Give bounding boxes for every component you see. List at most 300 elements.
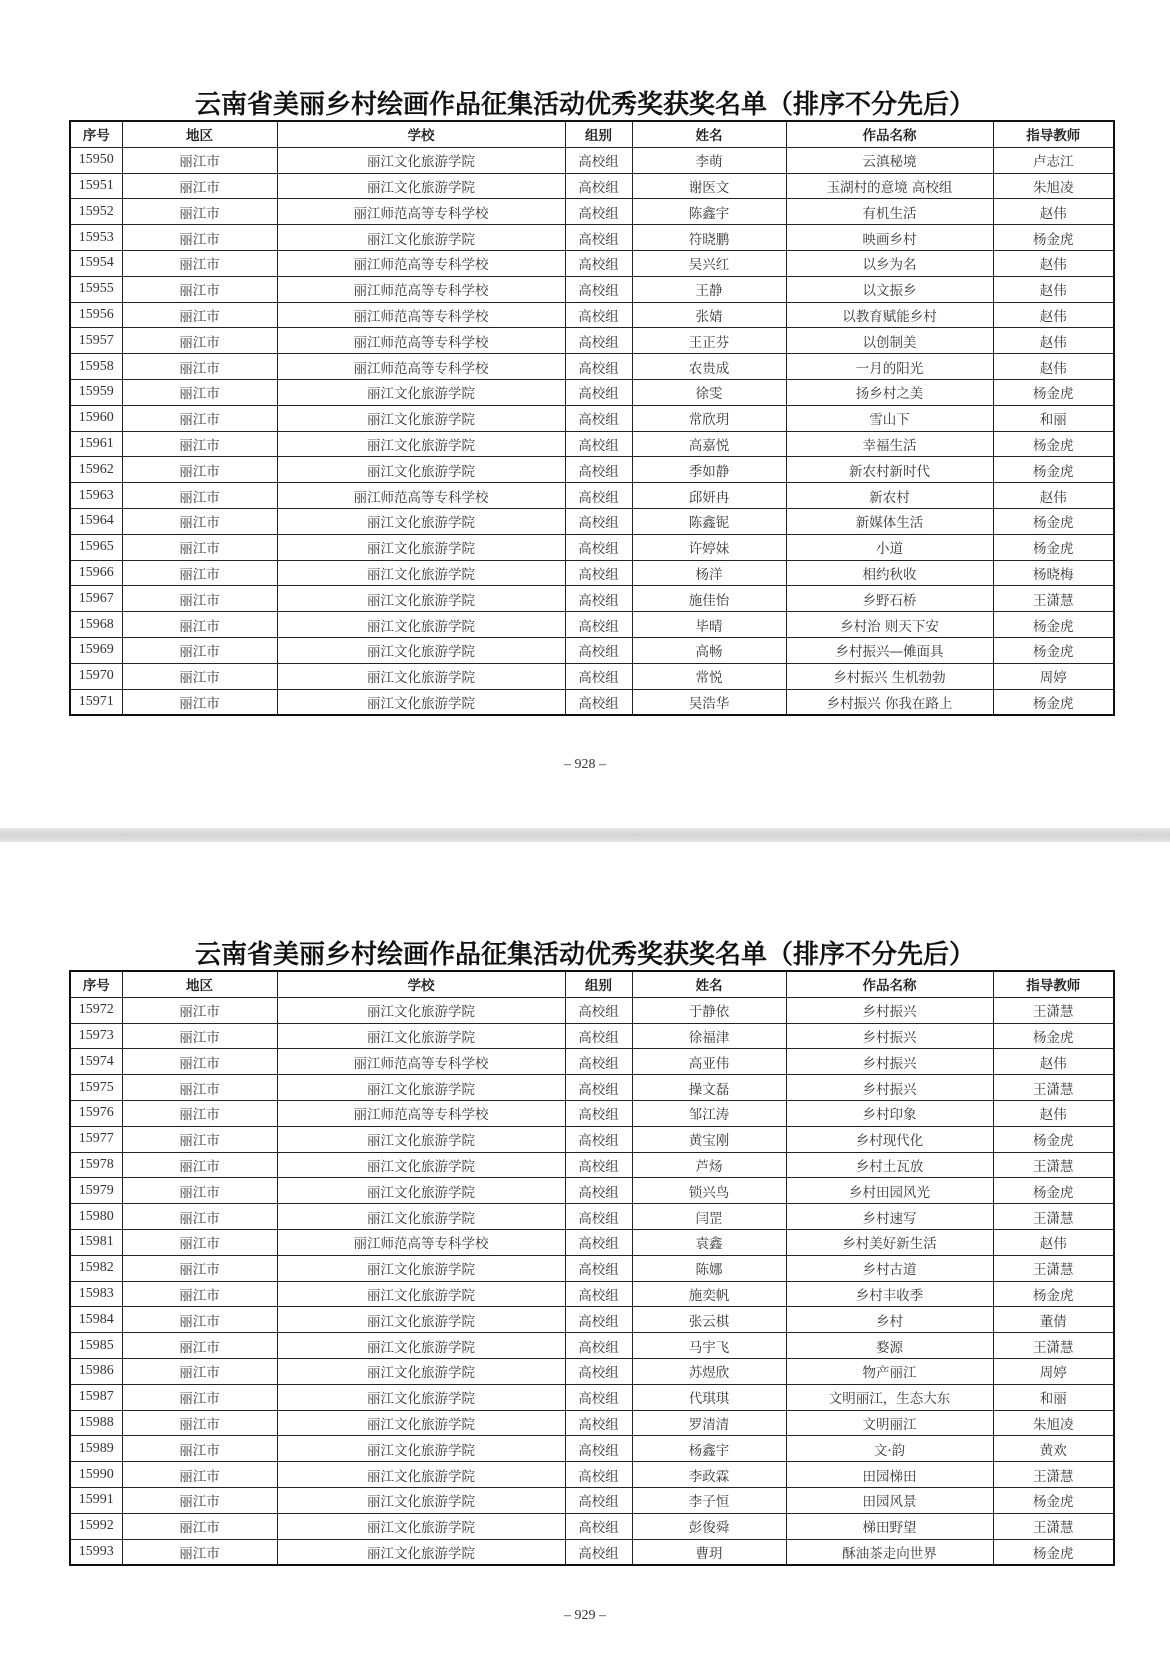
table-row (70, 250, 1114, 276)
cell-teacher: 杨金虎 (993, 1126, 1114, 1152)
cell-index: 15979 (70, 1178, 122, 1204)
cell-teacher: 杨晓梅 (993, 560, 1114, 586)
cell-name: 马宇飞 (632, 1333, 786, 1359)
cell-group: 高校组 (565, 1281, 632, 1307)
cell-region: 丽江市 (122, 405, 277, 431)
cell-name: 陈娜 (632, 1255, 786, 1281)
cell-work-title: 乡村治 则天下安 (786, 612, 993, 638)
cell-group: 高校组 (565, 199, 632, 225)
cell-name: 许婷妹 (632, 534, 786, 560)
cell-school: 丽江文化旅游学院 (277, 1333, 565, 1359)
cell-group: 高校组 (565, 689, 632, 715)
cell-school: 丽江文化旅游学院 (277, 1462, 565, 1488)
table-row (70, 612, 1114, 638)
cell-school: 丽江文化旅游学院 (277, 1487, 565, 1513)
cell-work-title: 文·韵 (786, 1436, 993, 1462)
cell-work-title: 乡村速写 (786, 1204, 993, 1230)
cell-teacher: 杨金虎 (993, 534, 1114, 560)
cell-group: 高校组 (565, 1178, 632, 1204)
cell-work-title: 乡村田园风光 (786, 1178, 993, 1204)
cell-group: 高校组 (565, 1487, 632, 1513)
cell-group: 高校组 (565, 1255, 632, 1281)
page-title: 云南省美丽乡村绘画作品征集活动优秀奖获奖名单（排序不分先后） (194, 940, 975, 970)
column-header-region: 地区 (122, 971, 277, 997)
table-row (70, 1487, 1114, 1513)
table-row (70, 457, 1114, 483)
cell-region: 丽江市 (122, 1023, 277, 1049)
cell-name: 袁鑫 (632, 1229, 786, 1255)
cell-teacher: 杨金虎 (993, 1487, 1114, 1513)
cell-index: 15952 (70, 199, 122, 225)
cell-school: 丽江文化旅游学院 (277, 1075, 565, 1101)
cell-name: 彭俊舜 (632, 1513, 786, 1539)
cell-school: 丽江文化旅游学院 (277, 1436, 565, 1462)
cell-region: 丽江市 (122, 1333, 277, 1359)
cell-region: 丽江市 (122, 225, 277, 251)
cell-teacher: 王潇慧 (993, 1462, 1114, 1488)
cell-work-title: 以教育赋能乡村 (786, 302, 993, 328)
cell-work-title: 田园风景 (786, 1487, 993, 1513)
cell-school: 丽江文化旅游学院 (277, 586, 565, 612)
cell-index: 15983 (70, 1281, 122, 1307)
cell-school: 丽江文化旅游学院 (277, 1152, 565, 1178)
table-row (70, 1462, 1114, 1488)
cell-teacher: 赵伟 (993, 1049, 1114, 1075)
cell-region: 丽江市 (122, 457, 277, 483)
cell-index: 15974 (70, 1049, 122, 1075)
cell-work-title: 云滇秘境 (786, 147, 993, 173)
cell-region: 丽江市 (122, 1152, 277, 1178)
cell-school: 丽江文化旅游学院 (277, 1513, 565, 1539)
cell-index: 15980 (70, 1204, 122, 1230)
cell-index: 15981 (70, 1229, 122, 1255)
cell-index: 15964 (70, 508, 122, 534)
cell-region: 丽江市 (122, 302, 277, 328)
cell-work-title: 田园梯田 (786, 1462, 993, 1488)
table-row (70, 302, 1114, 328)
cell-school: 丽江文化旅游学院 (277, 225, 565, 251)
cell-work-title: 乡村振兴 (786, 1049, 993, 1075)
table-row (70, 225, 1114, 251)
table-row (70, 431, 1114, 457)
cell-name: 杨洋 (632, 560, 786, 586)
table-row (70, 1100, 1114, 1126)
cell-name: 操文磊 (632, 1075, 786, 1101)
cell-work-title: 新农村新时代 (786, 457, 993, 483)
cell-school: 丽江文化旅游学院 (277, 508, 565, 534)
table-row (70, 1513, 1114, 1539)
cell-region: 丽江市 (122, 1229, 277, 1255)
cell-group: 高校组 (565, 1333, 632, 1359)
cell-group: 高校组 (565, 1100, 632, 1126)
cell-teacher: 和丽 (993, 1384, 1114, 1410)
cell-name: 锁兴鸟 (632, 1178, 786, 1204)
cell-teacher: 赵伟 (993, 302, 1114, 328)
cell-school: 丽江文化旅游学院 (277, 534, 565, 560)
cell-work-title: 乡村振兴 (786, 1075, 993, 1101)
table-row (70, 276, 1114, 302)
cell-region: 丽江市 (122, 379, 277, 405)
cell-work-title: 映画乡村 (786, 225, 993, 251)
cell-school: 丽江文化旅游学院 (277, 1410, 565, 1436)
cell-school: 丽江师范高等专科学校 (277, 250, 565, 276)
cell-work-title: 乡村美好新生活 (786, 1229, 993, 1255)
cell-work-title: 以乡为名 (786, 250, 993, 276)
cell-teacher: 周婷 (993, 663, 1114, 689)
cell-teacher: 董倩 (993, 1307, 1114, 1333)
cell-index: 15971 (70, 689, 122, 715)
cell-region: 丽江市 (122, 1384, 277, 1410)
cell-group: 高校组 (565, 1075, 632, 1101)
cell-school: 丽江文化旅游学院 (277, 431, 565, 457)
table-row (70, 1126, 1114, 1152)
cell-region: 丽江市 (122, 997, 277, 1023)
cell-group: 高校组 (565, 637, 632, 663)
table-row (70, 1178, 1114, 1204)
cell-name: 高嘉悦 (632, 431, 786, 457)
cell-work-title: 乡村振兴 (786, 997, 993, 1023)
cell-name: 张婧 (632, 302, 786, 328)
cell-group: 高校组 (565, 354, 632, 380)
cell-teacher: 朱旭凌 (993, 1410, 1114, 1436)
cell-group: 高校组 (565, 508, 632, 534)
cell-name: 罗清清 (632, 1410, 786, 1436)
cell-name: 张云棋 (632, 1307, 786, 1333)
table-row (70, 483, 1114, 509)
cell-group: 高校组 (565, 1513, 632, 1539)
cell-name: 陈鑫铌 (632, 508, 786, 534)
cell-teacher: 杨金虎 (993, 1023, 1114, 1049)
cell-teacher: 王潇慧 (993, 997, 1114, 1023)
table-row (70, 354, 1114, 380)
cell-work-title: 新媒体生活 (786, 508, 993, 534)
cell-work-title: 以创制美 (786, 328, 993, 354)
cell-name: 常悦 (632, 663, 786, 689)
cell-region: 丽江市 (122, 1487, 277, 1513)
cell-region: 丽江市 (122, 1539, 277, 1565)
cell-teacher: 杨金虎 (993, 689, 1114, 715)
cell-work-title: 乡村印象 (786, 1100, 993, 1126)
cell-work-title: 乡村 (786, 1307, 993, 1333)
cell-school: 丽江文化旅游学院 (277, 1358, 565, 1384)
cell-region: 丽江市 (122, 1358, 277, 1384)
page-number: – 929 – (564, 1608, 606, 1623)
cell-name: 吴兴红 (632, 250, 786, 276)
cell-work-title: 酥油茶走向世界 (786, 1539, 993, 1565)
cell-work-title: 文明丽江 (786, 1410, 993, 1436)
table-row (70, 1152, 1114, 1178)
cell-teacher: 杨金虎 (993, 1178, 1114, 1204)
cell-work-title: 乡村振兴 生机勃勃 (786, 663, 993, 689)
column-header-index: 序号 (70, 971, 122, 997)
column-header-school: 学校 (277, 121, 565, 147)
table-row (70, 1255, 1114, 1281)
cell-group: 高校组 (565, 997, 632, 1023)
table-row (70, 508, 1114, 534)
cell-school: 丽江师范高等专科学校 (277, 199, 565, 225)
cell-index: 15975 (70, 1075, 122, 1101)
cell-region: 丽江市 (122, 431, 277, 457)
cell-work-title: 乡村振兴 (786, 1023, 993, 1049)
cell-region: 丽江市 (122, 1049, 277, 1075)
cell-work-title: 乡村丰收季 (786, 1281, 993, 1307)
cell-group: 高校组 (565, 302, 632, 328)
cell-index: 15986 (70, 1358, 122, 1384)
table-row (70, 1307, 1114, 1333)
cell-region: 丽江市 (122, 1075, 277, 1101)
cell-work-title: 扬乡村之美 (786, 379, 993, 405)
column-header-school: 学校 (277, 971, 565, 997)
cell-name: 苏煜欣 (632, 1358, 786, 1384)
table-row (70, 560, 1114, 586)
table-row (70, 1204, 1114, 1230)
cell-index: 15973 (70, 1023, 122, 1049)
cell-group: 高校组 (565, 663, 632, 689)
cell-group: 高校组 (565, 1384, 632, 1410)
cell-region: 丽江市 (122, 328, 277, 354)
cell-school: 丽江师范高等专科学校 (277, 1049, 565, 1075)
page-number: – 928 – (564, 757, 606, 772)
document-page-929 (0, 842, 1170, 1670)
column-header-work-title: 作品名称 (786, 121, 993, 147)
cell-teacher: 杨金虎 (993, 1281, 1114, 1307)
cell-region: 丽江市 (122, 354, 277, 380)
cell-group: 高校组 (565, 1436, 632, 1462)
cell-group: 高校组 (565, 1229, 632, 1255)
cell-index: 15950 (70, 147, 122, 173)
table-row (70, 1075, 1114, 1101)
cell-teacher: 王潇慧 (993, 1255, 1114, 1281)
cell-region: 丽江市 (122, 508, 277, 534)
cell-index: 15988 (70, 1410, 122, 1436)
cell-school: 丽江文化旅游学院 (277, 612, 565, 638)
cell-work-title: 乡村振兴 你我在路上 (786, 689, 993, 715)
column-header-group: 组别 (565, 121, 632, 147)
cell-index: 15992 (70, 1513, 122, 1539)
cell-name: 徐福津 (632, 1023, 786, 1049)
cell-group: 高校组 (565, 483, 632, 509)
document-page-928 (0, 0, 1170, 828)
column-header-teacher: 指导教师 (993, 971, 1114, 997)
cell-teacher: 朱旭凌 (993, 173, 1114, 199)
cell-group: 高校组 (565, 560, 632, 586)
cell-index: 15968 (70, 612, 122, 638)
cell-teacher: 杨金虎 (993, 1539, 1114, 1565)
table-row (70, 689, 1114, 715)
cell-teacher: 卢志江 (993, 147, 1114, 173)
cell-region: 丽江市 (122, 560, 277, 586)
cell-index: 15958 (70, 354, 122, 380)
cell-region: 丽江市 (122, 1462, 277, 1488)
cell-teacher: 杨金虎 (993, 431, 1114, 457)
cell-school: 丽江文化旅游学院 (277, 1023, 565, 1049)
cell-group: 高校组 (565, 1204, 632, 1230)
cell-teacher: 赵伟 (993, 1100, 1114, 1126)
cell-teacher: 王潇慧 (993, 1513, 1114, 1539)
cell-group: 高校组 (565, 405, 632, 431)
table-row (70, 586, 1114, 612)
cell-region: 丽江市 (122, 147, 277, 173)
table-body (70, 147, 1114, 715)
table-body (70, 997, 1114, 1565)
table-row (70, 1410, 1114, 1436)
table-row (70, 997, 1114, 1023)
cell-region: 丽江市 (122, 612, 277, 638)
table-row (70, 379, 1114, 405)
cell-region: 丽江市 (122, 1100, 277, 1126)
cell-group: 高校组 (565, 1410, 632, 1436)
cell-name: 李子恒 (632, 1487, 786, 1513)
cell-teacher: 赵伟 (993, 354, 1114, 380)
cell-school: 丽江文化旅游学院 (277, 379, 565, 405)
cell-teacher: 杨金虎 (993, 637, 1114, 663)
cell-name: 施佳怡 (632, 586, 786, 612)
cell-school: 丽江师范高等专科学校 (277, 1100, 565, 1126)
table-row (70, 405, 1114, 431)
cell-region: 丽江市 (122, 1410, 277, 1436)
cell-school: 丽江文化旅游学院 (277, 1281, 565, 1307)
cell-name: 谢医文 (632, 173, 786, 199)
cell-school: 丽江文化旅游学院 (277, 1255, 565, 1281)
table-row (70, 1539, 1114, 1565)
cell-region: 丽江市 (122, 1513, 277, 1539)
cell-region: 丽江市 (122, 637, 277, 663)
cell-region: 丽江市 (122, 250, 277, 276)
cell-region: 丽江市 (122, 1255, 277, 1281)
table-row (70, 199, 1114, 225)
cell-region: 丽江市 (122, 483, 277, 509)
cell-school: 丽江文化旅游学院 (277, 173, 565, 199)
cell-work-title: 有机生活 (786, 199, 993, 225)
cell-work-title: 乡村土瓦放 (786, 1152, 993, 1178)
table-row (70, 1333, 1114, 1359)
table-row (70, 1023, 1114, 1049)
cell-region: 丽江市 (122, 663, 277, 689)
cell-group: 高校组 (565, 1539, 632, 1565)
cell-work-title: 乡野石桥 (786, 586, 993, 612)
cell-group: 高校组 (565, 1049, 632, 1075)
table-row (70, 1049, 1114, 1075)
cell-work-title: 以文振乡 (786, 276, 993, 302)
cell-school: 丽江文化旅游学院 (277, 1204, 565, 1230)
cell-group: 高校组 (565, 328, 632, 354)
cell-school: 丽江文化旅游学院 (277, 1307, 565, 1333)
table-row (70, 328, 1114, 354)
cell-work-title: 幸福生活 (786, 431, 993, 457)
cell-region: 丽江市 (122, 1281, 277, 1307)
cell-index: 15990 (70, 1462, 122, 1488)
cell-name: 闫罡 (632, 1204, 786, 1230)
cell-index: 15969 (70, 637, 122, 663)
column-header-work-title: 作品名称 (786, 971, 993, 997)
cell-teacher: 王潇慧 (993, 586, 1114, 612)
awards-table (69, 970, 1115, 1566)
table-row (70, 173, 1114, 199)
cell-group: 高校组 (565, 586, 632, 612)
cell-index: 15993 (70, 1539, 122, 1565)
cell-region: 丽江市 (122, 1436, 277, 1462)
cell-teacher: 王潇慧 (993, 1152, 1114, 1178)
cell-teacher: 和丽 (993, 405, 1114, 431)
table-header-row (70, 121, 1114, 147)
cell-work-title: 玉湖村的意境 高校组 (786, 173, 993, 199)
cell-index: 15965 (70, 534, 122, 560)
cell-index: 15984 (70, 1307, 122, 1333)
cell-school: 丽江师范高等专科学校 (277, 1229, 565, 1255)
cell-school: 丽江文化旅游学院 (277, 1539, 565, 1565)
cell-region: 丽江市 (122, 1126, 277, 1152)
cell-name: 施奕帆 (632, 1281, 786, 1307)
cell-index: 15991 (70, 1487, 122, 1513)
cell-work-title: 乡村振兴—傩面具 (786, 637, 993, 663)
cell-name: 常欣玥 (632, 405, 786, 431)
page-title: 云南省美丽乡村绘画作品征集活动优秀奖获奖名单（排序不分先后） (194, 90, 975, 120)
column-header-name: 姓名 (632, 121, 786, 147)
cell-group: 高校组 (565, 612, 632, 638)
cell-index: 15982 (70, 1255, 122, 1281)
cell-teacher: 杨金虎 (993, 508, 1114, 534)
cell-school: 丽江师范高等专科学校 (277, 328, 565, 354)
cell-work-title: 文明丽江，生态大东 (786, 1384, 993, 1410)
awards-table (69, 120, 1115, 716)
cell-index: 15977 (70, 1126, 122, 1152)
cell-group: 高校组 (565, 1307, 632, 1333)
cell-teacher: 黄欢 (993, 1436, 1114, 1462)
cell-group: 高校组 (565, 534, 632, 560)
cell-work-title: 小道 (786, 534, 993, 560)
cell-group: 高校组 (565, 276, 632, 302)
cell-group: 高校组 (565, 147, 632, 173)
table-header-row (70, 971, 1114, 997)
cell-group: 高校组 (565, 1462, 632, 1488)
cell-name: 吴浩华 (632, 689, 786, 715)
cell-work-title: 物产丽江 (786, 1358, 993, 1384)
table-row (70, 1436, 1114, 1462)
cell-group: 高校组 (565, 225, 632, 251)
cell-school: 丽江师范高等专科学校 (277, 302, 565, 328)
cell-work-title: 乡村古道 (786, 1255, 993, 1281)
cell-index: 15961 (70, 431, 122, 457)
cell-name: 李政霖 (632, 1462, 786, 1488)
cell-teacher: 赵伟 (993, 1229, 1114, 1255)
cell-school: 丽江师范高等专科学校 (277, 483, 565, 509)
cell-group: 高校组 (565, 173, 632, 199)
cell-region: 丽江市 (122, 534, 277, 560)
cell-school: 丽江文化旅游学院 (277, 1126, 565, 1152)
cell-index: 15960 (70, 405, 122, 431)
cell-name: 王正芬 (632, 328, 786, 354)
column-header-name: 姓名 (632, 971, 786, 997)
cell-teacher: 周婷 (993, 1358, 1114, 1384)
cell-school: 丽江文化旅游学院 (277, 997, 565, 1023)
cell-name: 季如静 (632, 457, 786, 483)
table-row (70, 663, 1114, 689)
cell-teacher: 赵伟 (993, 250, 1114, 276)
cell-index: 15953 (70, 225, 122, 251)
cell-work-title: 婺源 (786, 1333, 993, 1359)
cell-school: 丽江文化旅游学院 (277, 1178, 565, 1204)
cell-index: 15959 (70, 379, 122, 405)
cell-group: 高校组 (565, 1358, 632, 1384)
cell-index: 15966 (70, 560, 122, 586)
cell-school: 丽江文化旅游学院 (277, 560, 565, 586)
cell-group: 高校组 (565, 379, 632, 405)
cell-school: 丽江文化旅游学院 (277, 405, 565, 431)
cell-teacher: 王潇慧 (993, 1333, 1114, 1359)
table-row (70, 1281, 1114, 1307)
cell-work-title: 雪山下 (786, 405, 993, 431)
cell-name: 徐雯 (632, 379, 786, 405)
